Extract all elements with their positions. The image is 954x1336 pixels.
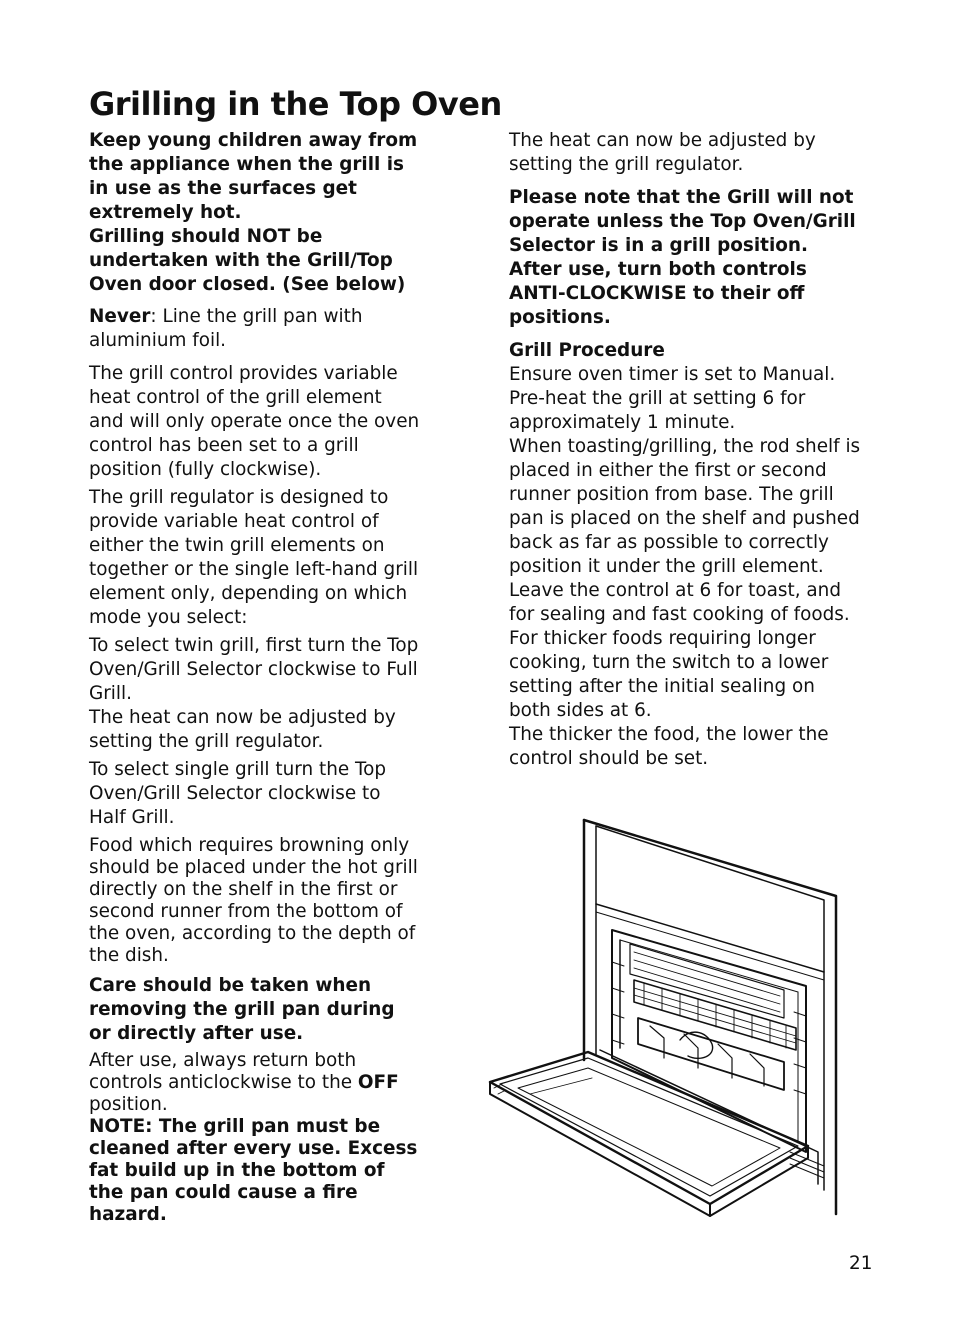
after-use-text: After use, always return both controls anticlockwise to the [89,1050,358,1093]
page-title: Grilling in the Top Oven [89,85,502,123]
after-use-paragraph [89,1050,421,1116]
grill-control-paragraph: The grill control provides variable heat control of the grill element and will only operate once the oven control has been set to a grill position (fully clockwise). [89,363,420,480]
warning-children: Keep young children away from the appliance when the grill is in use as the surfaces get extremely hot. [89,130,418,223]
never-label: Never [89,306,151,327]
procedure-toasting: When toasting/grilling, the rod shelf is placed in either the first or second runner position from base. The grill pan is placed on the shelf and pushed back as far as possible to correctly position it under the grill element. Leave the control at 6 for toast, and for sealing and fast cooking of foods. For thicker foods requiring longer cooking, turn the switch to a lower setting after the initial sealing on both sides at 6. [509,436,861,721]
procedure-thicker-food: The thicker the food, the lower the control should be set. [509,724,829,769]
after-use-controls: After use, turn both controls ANTI-CLOCKWISE to their off positions. [509,259,807,328]
procedure-preheat: Pre-heat the grill at setting 6 for approximately 1 minute. [509,388,806,433]
heat-adjust-paragraph-right: The heat can now be adjusted by setting the grill regulator. [509,130,816,175]
care-warning: Care should be taken when removing the grill pan during or directly after use. [89,975,395,1044]
single-grill-paragraph: To select single grill turn the Top Oven/Grill Selector clockwise to Half Grill. [89,759,387,828]
warning-door-closed: Grilling should NOT be undertaken with the Grill/Top Oven door closed. (See below) [89,226,406,295]
never-text: : Line the grill pan with aluminium foil. [89,306,363,351]
heat-adjust-paragraph: The heat can now be adjusted by setting the grill regulator. [89,707,396,752]
right-column [509,129,861,771]
twin-grill-paragraph: To select twin grill, first turn the Top Oven/Grill Selector clockwise to Full Grill. [89,635,419,704]
off-label: OFF [357,1072,399,1093]
page-number: 21 [849,1253,873,1274]
after-use-text-end: position. [89,1094,168,1115]
browning-paragraph: Food which requires browning only should be placed under the hot grill directly on the shelf in the first or second runner from the bottom of the oven, according to the depth of the dish. [89,835,418,966]
grill-procedure-heading: Grill Procedure [509,340,665,361]
never-line-foil [89,305,421,353]
please-note-paragraph: Please note that the Grill will not operate unless the Top Oven/Grill Selector is in a grill position. [509,187,856,256]
grill-regulator-paragraph: The grill regulator is designed to provide variable heat control of either the twin grill elements on together or the single left-hand grill element only, depending on which mode you select: [89,487,419,628]
cleaning-note: NOTE: The grill pan must be cleaned after every use. Excess fat build up in the bottom of the pan could cause a fire hazard. [89,1116,418,1225]
procedure-timer: Ensure oven timer is set to Manual. [509,364,836,385]
left-column [89,129,421,1226]
oven-grill-illustration [484,812,840,1224]
